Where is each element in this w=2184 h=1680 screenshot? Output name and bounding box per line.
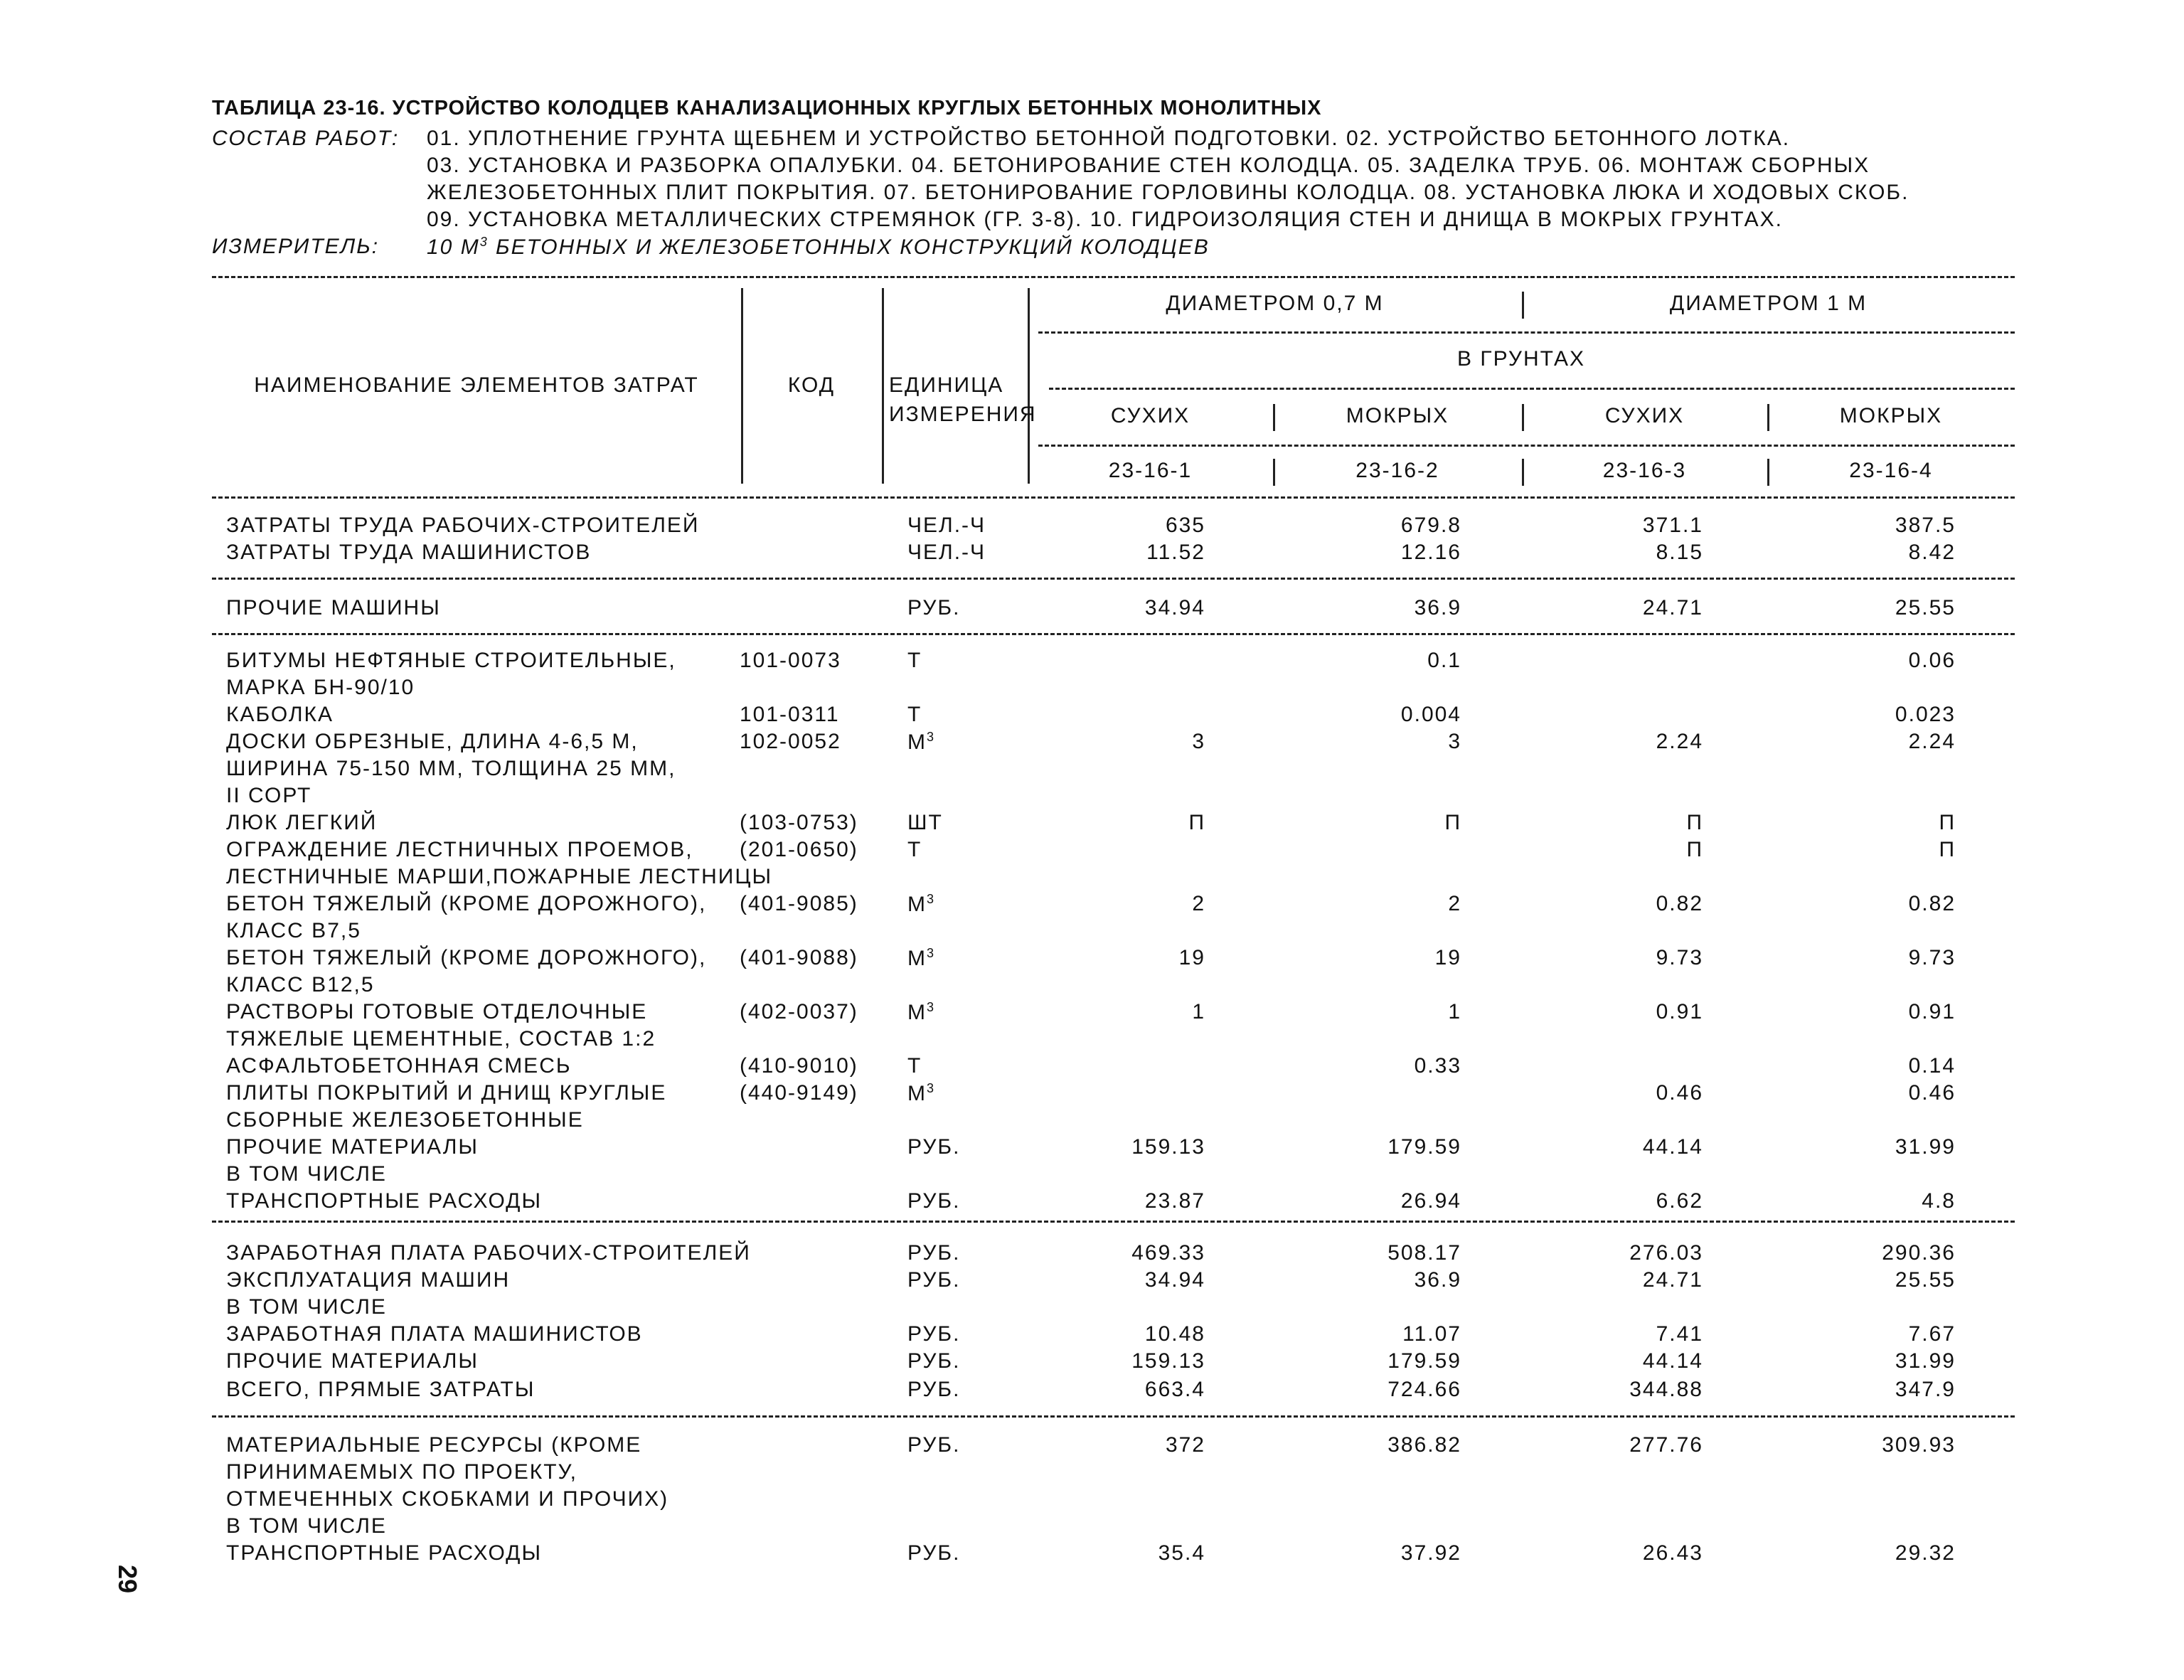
row-value: 0.1 bbox=[1427, 649, 1461, 672]
row-unit: ЧЕЛ.-Ч bbox=[907, 541, 986, 564]
column-code: 23-16-3 bbox=[1602, 459, 1687, 482]
row-value: 1 bbox=[1448, 1000, 1461, 1024]
row-value: 635 bbox=[1165, 514, 1205, 537]
row-unit: РУБ. bbox=[907, 1349, 961, 1373]
row-name: ЭКСПЛУАТАЦИЯ МАШИН bbox=[226, 1268, 511, 1292]
row-unit: Т bbox=[907, 703, 922, 726]
row-name: В ТОМ ЧИСЛЕ bbox=[226, 1295, 387, 1319]
sostav-line: ЖЕЛЕЗОБЕТОННЫХ ПЛИТ ПОКРЫТИЯ. 07. БЕТОНИРОВАНИЕ ГОРЛОВИНЫ КОЛОДЦА. 08. УСТАНОВКА ЛЮКА И ХОДОВЫХ СКОБ. bbox=[427, 181, 1909, 204]
row-unit: ШТ bbox=[907, 811, 943, 834]
column-code: 23-16-2 bbox=[1355, 459, 1439, 482]
column-code: 23-16-1 bbox=[1108, 459, 1193, 482]
column-header-name: НАИМЕНОВАНИЕ ЭЛЕМЕНТОВ ЗАТРАТ bbox=[254, 373, 699, 397]
row-value: 29.32 bbox=[1895, 1541, 1956, 1565]
row-value: 44.14 bbox=[1642, 1349, 1703, 1373]
row-value: 663.4 bbox=[1144, 1378, 1205, 1401]
row-value: 8.15 bbox=[1656, 541, 1703, 564]
row-value: П bbox=[1686, 838, 1703, 861]
column-header-wet: МОКРЫХ bbox=[1839, 404, 1943, 427]
row-value: 24.71 bbox=[1642, 1268, 1703, 1292]
row-name: ТРАНСПОРТНЫЕ РАСХОДЫ bbox=[226, 1189, 543, 1213]
row-value: 34.94 bbox=[1144, 596, 1205, 620]
row-name: ВСЕГО, ПРЯМЫЕ ЗАТРАТЫ bbox=[226, 1378, 536, 1401]
row-value: 2.24 bbox=[1908, 730, 1956, 753]
row-value: 347.9 bbox=[1895, 1378, 1956, 1401]
row-value: 36.9 bbox=[1414, 596, 1461, 620]
row-name: РАСТВОРЫ ГОТОВЫЕ ОТДЕЛОЧНЫЕ bbox=[226, 1000, 648, 1024]
row-name: ОТМЕЧЕННЫХ СКОБКАМИ И ПРОЧИХ) bbox=[226, 1487, 669, 1511]
row-unit: РУБ. bbox=[907, 1241, 961, 1265]
row-value: 26.94 bbox=[1400, 1189, 1461, 1213]
izmeritel-post: БЕТОННЫХ И ЖЕЛЕЗОБЕТОННЫХ КОНСТРУКЦИЙ КОЛОДЦЕВ bbox=[488, 235, 1210, 259]
row-name: ПРОЧИЕ МАТЕРИАЛЫ bbox=[226, 1135, 479, 1159]
sostav-line: 03. УСТАНОВКА И РАЗБОРКА ОПАЛУБКИ. 04. БЕТОНИРОВАНИЕ СТЕН КОЛОДЦА. 05. ЗАДЕЛКА ТРУБ. 06. МОНТАЖ СБОРНЫХ bbox=[427, 154, 1870, 177]
row-value: 386.82 bbox=[1387, 1433, 1461, 1457]
row-unit: Т bbox=[907, 1054, 922, 1078]
row-value: 4.8 bbox=[1922, 1189, 1956, 1213]
row-value: 0.82 bbox=[1656, 892, 1703, 915]
section-rule bbox=[212, 633, 2015, 635]
table-top-rule bbox=[212, 276, 2015, 278]
row-code: (440-9149) bbox=[740, 1081, 858, 1105]
unit-letter: М bbox=[907, 1001, 927, 1024]
column-header-wet: МОКРЫХ bbox=[1346, 404, 1449, 427]
unit-letter: М bbox=[907, 730, 927, 754]
section-rule bbox=[212, 1415, 2015, 1418]
row-unit: РУБ. bbox=[907, 1189, 961, 1213]
row-value: 0.06 bbox=[1908, 649, 1956, 672]
row-value: 724.66 bbox=[1387, 1378, 1461, 1401]
row-name: ОГРАЖДЕНИЕ ЛЕСТНИЧНЫХ ПРОЕМОВ, bbox=[226, 838, 693, 861]
row-unit bbox=[907, 1000, 935, 1025]
column-header-diam-1: ДИАМЕТРОМ 1 М bbox=[1669, 292, 1868, 315]
row-code: (201-0650) bbox=[740, 838, 858, 861]
row-value: 344.88 bbox=[1629, 1378, 1703, 1401]
row-value: 7.41 bbox=[1656, 1322, 1703, 1346]
header-rule bbox=[1038, 331, 2015, 334]
row-value: 37.92 bbox=[1400, 1541, 1461, 1565]
row-name: ТЯЖЕЛЫЕ ЦЕМЕНТНЫЕ, СОСТАВ 1:2 bbox=[226, 1027, 656, 1051]
row-code: (103-0753) bbox=[740, 811, 858, 834]
row-code: (401-9085) bbox=[740, 892, 858, 915]
column-header-dry: СУХИХ bbox=[1110, 404, 1190, 427]
row-value: П bbox=[1686, 811, 1703, 834]
row-name: II СОРТ bbox=[226, 784, 312, 807]
unit-letter: М bbox=[907, 947, 927, 970]
row-value: 9.73 bbox=[1656, 946, 1703, 969]
row-value: 26.43 bbox=[1642, 1541, 1703, 1565]
row-value: 8.42 bbox=[1908, 541, 1956, 564]
row-value: 31.99 bbox=[1895, 1135, 1956, 1159]
row-value: 11.07 bbox=[1402, 1322, 1461, 1346]
izmeritel-sup: 3 bbox=[479, 235, 489, 249]
row-name: БИТУМЫ НЕФТЯНЫЕ СТРОИТЕЛЬНЫЕ, bbox=[226, 649, 676, 672]
izmeritel-pre: 10 М bbox=[427, 235, 480, 259]
row-value: 0.91 bbox=[1656, 1000, 1703, 1024]
row-value: 6.62 bbox=[1656, 1189, 1703, 1213]
row-value: 23.87 bbox=[1144, 1189, 1205, 1213]
row-name: ПРОЧИЕ МАТЕРИАЛЫ bbox=[226, 1349, 479, 1373]
row-code: (402-0037) bbox=[740, 1000, 858, 1024]
row-value: 9.73 bbox=[1908, 946, 1956, 969]
unit-exponent: 3 bbox=[927, 1081, 936, 1095]
row-value: 0.82 bbox=[1908, 892, 1956, 915]
row-code: 102-0052 bbox=[740, 730, 841, 753]
row-value: 35.4 bbox=[1158, 1541, 1205, 1565]
row-unit: РУБ. bbox=[907, 596, 961, 620]
row-code: (410-9010) bbox=[740, 1054, 858, 1078]
row-value: 0.023 bbox=[1895, 703, 1956, 726]
row-value: 0.46 bbox=[1908, 1081, 1956, 1105]
row-name: ПРОЧИЕ МАШИНЫ bbox=[226, 596, 441, 620]
row-value: П bbox=[1939, 838, 1956, 861]
row-value: 44.14 bbox=[1642, 1135, 1703, 1159]
row-value: 508.17 bbox=[1387, 1241, 1461, 1265]
row-name: МАТЕРИАЛЬНЫЕ РЕСУРСЫ (КРОМЕ bbox=[226, 1433, 642, 1457]
row-name: КАБОЛКА bbox=[226, 703, 334, 726]
row-unit: РУБ. bbox=[907, 1135, 961, 1159]
row-name: МАРКА БН-90/10 bbox=[226, 676, 415, 699]
row-value: 179.59 bbox=[1387, 1135, 1461, 1159]
row-value: 469.33 bbox=[1131, 1241, 1205, 1265]
row-name: БЕТОН ТЯЖЕЛЫЙ (КРОМЕ ДОРОЖНОГО), bbox=[226, 946, 707, 969]
column-code: 23-16-4 bbox=[1849, 459, 1933, 482]
row-value: 0.91 bbox=[1908, 1000, 1956, 1024]
header-rule bbox=[1038, 445, 2015, 447]
row-value: П bbox=[1939, 811, 1956, 834]
header-bottom-rule bbox=[212, 496, 2015, 499]
row-name: ЛЮК ЛЕГКИЙ bbox=[226, 811, 378, 834]
column-header-unit: ЕДИНИЦА bbox=[889, 373, 1004, 397]
row-unit: Т bbox=[907, 649, 922, 672]
column-divider bbox=[1028, 288, 1030, 484]
izmeritel-value bbox=[427, 235, 1210, 260]
column-header-code: КОД bbox=[787, 373, 836, 397]
row-value: 3 bbox=[1448, 730, 1461, 753]
row-name: ПЛИТЫ ПОКРЫТИЙ И ДНИЩ КРУГЛЫЕ bbox=[226, 1081, 667, 1105]
row-unit bbox=[907, 1081, 935, 1106]
row-name: ЗАТРАТЫ ТРУДА МАШИНИСТОВ bbox=[226, 541, 592, 564]
row-code: 101-0311 bbox=[740, 703, 840, 726]
row-unit bbox=[907, 730, 935, 755]
row-unit bbox=[907, 892, 935, 917]
row-value: 371.1 bbox=[1642, 514, 1703, 537]
row-unit: РУБ. bbox=[907, 1322, 961, 1346]
unit-letter: М bbox=[907, 1082, 927, 1105]
row-value: 10.48 bbox=[1144, 1322, 1205, 1346]
row-value: 679.8 bbox=[1400, 514, 1461, 537]
row-value: 2.24 bbox=[1656, 730, 1703, 753]
unit-letter: М bbox=[907, 893, 927, 916]
row-code: (401-9088) bbox=[740, 946, 858, 969]
row-name: ЛЕСТНИЧНЫЕ МАРШИ,ПОЖАРНЫЕ ЛЕСТНИЦЫ bbox=[226, 865, 773, 888]
row-value: 7.67 bbox=[1908, 1322, 1956, 1346]
document-header bbox=[0, 0, 2184, 277]
unit-exponent: 3 bbox=[927, 892, 936, 906]
row-value: П bbox=[1188, 811, 1205, 834]
row-value: 179.59 bbox=[1387, 1349, 1461, 1373]
row-value: 277.76 bbox=[1629, 1433, 1703, 1457]
column-header-diam-07: ДИАМЕТРОМ 0,7 М bbox=[1166, 292, 1384, 315]
row-code: 101-0073 bbox=[740, 649, 841, 672]
row-value: П bbox=[1444, 811, 1461, 834]
row-name: ЗАРАБОТНАЯ ПЛАТА МАШИНИСТОВ bbox=[226, 1322, 643, 1346]
row-name: В ТОМ ЧИСЛЕ bbox=[226, 1514, 387, 1538]
row-value: 2 bbox=[1448, 892, 1461, 915]
izmeritel-label: ИЗМЕРИТЕЛЬ: bbox=[212, 235, 380, 258]
row-value: 25.55 bbox=[1895, 596, 1956, 620]
row-name: ЗАТРАТЫ ТРУДА РАБОЧИХ-СТРОИТЕЛЕЙ bbox=[226, 514, 700, 537]
row-name: ШИРИНА 75-150 ММ, ТОЛЩИНА 25 ММ, bbox=[226, 757, 676, 780]
section-rule bbox=[212, 578, 2015, 580]
row-value: 34.94 bbox=[1144, 1268, 1205, 1292]
row-value: 11.52 bbox=[1146, 541, 1205, 564]
column-header-unit: ИЗМЕРЕНИЯ bbox=[889, 403, 1037, 426]
row-name: ЗАРАБОТНАЯ ПЛАТА РАБОЧИХ-СТРОИТЕЛЕЙ bbox=[226, 1241, 751, 1265]
row-value: 1 bbox=[1192, 1000, 1205, 1024]
row-value: 19 bbox=[1178, 946, 1205, 969]
row-unit: РУБ. bbox=[907, 1268, 961, 1292]
row-value: 24.71 bbox=[1642, 596, 1703, 620]
row-value: 0.33 bbox=[1414, 1054, 1461, 1078]
sostav-label: СОСТАВ РАБОТ: bbox=[212, 127, 400, 150]
row-value: 0.004 bbox=[1400, 703, 1461, 726]
row-unit: ЧЕЛ.-Ч bbox=[907, 514, 986, 537]
row-value: 19 bbox=[1434, 946, 1461, 969]
row-value: 0.46 bbox=[1656, 1081, 1703, 1105]
section-rule bbox=[212, 1221, 2015, 1223]
row-name: СБОРНЫЕ ЖЕЛЕЗОБЕТОННЫЕ bbox=[226, 1108, 584, 1132]
row-value: 276.03 bbox=[1629, 1241, 1703, 1265]
row-value: 309.93 bbox=[1882, 1433, 1956, 1457]
row-value: 36.9 bbox=[1414, 1268, 1461, 1292]
column-header-dry: СУХИХ bbox=[1604, 404, 1685, 427]
row-value: 3 bbox=[1192, 730, 1205, 753]
row-value: 159.13 bbox=[1131, 1135, 1205, 1159]
row-value: 12.16 bbox=[1400, 541, 1461, 564]
row-name: КЛАСС В7,5 bbox=[226, 919, 361, 942]
row-value: 159.13 bbox=[1131, 1349, 1205, 1373]
row-value: 2 bbox=[1192, 892, 1205, 915]
sostav-line: 09. УСТАНОВКА МЕТАЛЛИЧЕСКИХ СТРЕМЯНОК (ГР. 3-8). 10. ГИДРОИЗОЛЯЦИЯ СТЕН И ДНИЩА В МОКРЫХ ГРУНТАХ. bbox=[427, 208, 1783, 231]
table-title: ТАБЛИЦА 23-16. УСТРОЙСТВО КОЛОДЦЕВ КАНАЛИЗАЦИОННЫХ КРУГЛЫХ БЕТОННЫХ МОНОЛИТНЫХ bbox=[212, 97, 1322, 119]
row-value: 387.5 bbox=[1895, 514, 1956, 537]
row-unit: РУБ. bbox=[907, 1541, 961, 1565]
unit-exponent: 3 bbox=[927, 946, 936, 960]
row-name: ДОСКИ ОБРЕЗНЫЕ, ДЛИНА 4-6,5 М, bbox=[226, 730, 639, 753]
page-number: 29 bbox=[113, 1565, 142, 1594]
row-name: АСФАЛЬТОБЕТОННАЯ СМЕСЬ bbox=[226, 1054, 572, 1078]
unit-exponent: 3 bbox=[927, 730, 936, 744]
row-unit bbox=[907, 946, 935, 971]
row-unit: Т bbox=[907, 838, 922, 861]
row-value: 372 bbox=[1165, 1433, 1205, 1457]
column-header-soil: В ГРУНТАХ bbox=[1456, 347, 1585, 371]
row-name: В ТОМ ЧИСЛЕ bbox=[226, 1162, 387, 1186]
header-rule bbox=[1049, 388, 2015, 390]
sostav-line: 01. УПЛОТНЕНИЕ ГРУНТА ЩЕБНЕМ И УСТРОЙСТВО БЕТОННОЙ ПОДГОТОВКИ. 02. УСТРОЙСТВО БЕТОННОГО ЛОТКА. bbox=[427, 127, 1791, 150]
unit-exponent: 3 bbox=[927, 1000, 936, 1014]
row-value: 0.14 bbox=[1908, 1054, 1956, 1078]
row-value: 31.99 bbox=[1895, 1349, 1956, 1373]
row-name: ПРИНИМАЕМЫХ ПО ПРОЕКТУ, bbox=[226, 1460, 577, 1484]
row-name: БЕТОН ТЯЖЕЛЫЙ (КРОМЕ ДОРОЖНОГО), bbox=[226, 892, 707, 915]
column-divider bbox=[882, 288, 884, 484]
row-name: ТРАНСПОРТНЫЕ РАСХОДЫ bbox=[226, 1541, 543, 1565]
row-value: 290.36 bbox=[1882, 1241, 1956, 1265]
row-unit: РУБ. bbox=[907, 1378, 961, 1401]
row-name: КЛАСС В12,5 bbox=[226, 973, 375, 996]
row-value: 25.55 bbox=[1895, 1268, 1956, 1292]
row-unit: РУБ. bbox=[907, 1433, 961, 1457]
